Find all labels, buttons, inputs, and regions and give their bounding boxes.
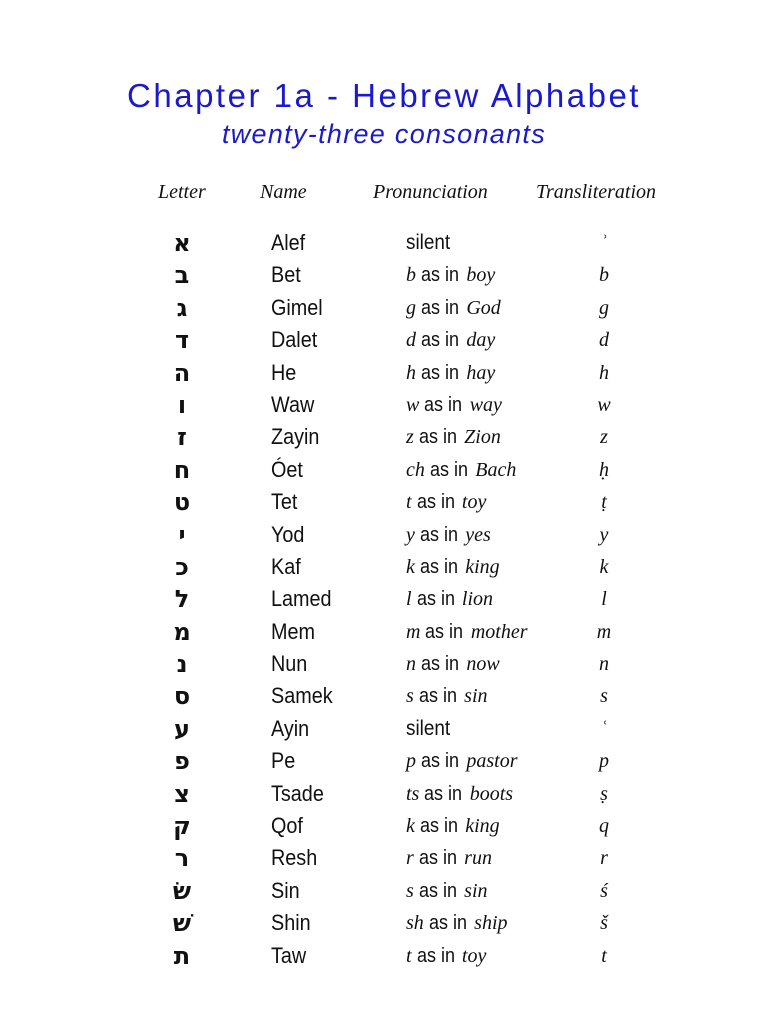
transliteration: k: [599, 555, 609, 578]
letter-name: Gimel: [271, 294, 323, 320]
pronunciation: [406, 487, 486, 519]
letter-name: Nun: [271, 651, 308, 677]
hebrew-letter: ר: [174, 844, 190, 873]
pronunciation-as-in: as in: [413, 847, 462, 870]
transliteration: w: [597, 393, 611, 416]
table-row: [0, 681, 768, 713]
hebrew-letter: ע: [174, 714, 190, 743]
pronunciation: [406, 908, 508, 940]
hebrew-letter: ת: [173, 941, 191, 970]
table-row: [0, 293, 768, 325]
transliteration: g: [599, 296, 609, 319]
column-header-letter: Letter: [158, 181, 206, 203]
transliteration: p: [599, 750, 609, 773]
pronunciation: [406, 422, 501, 454]
pronunciation-symbol: l: [406, 588, 412, 611]
pronunciation-symbol: s: [406, 879, 414, 902]
transliteration: l: [601, 588, 607, 611]
alphabet-table: [0, 228, 768, 973]
pronunciation: [406, 617, 527, 649]
hebrew-letter: י: [178, 520, 186, 549]
hebrew-letter: ח: [173, 455, 191, 484]
table-row: [0, 358, 768, 390]
pronunciation-symbol: p: [406, 750, 416, 773]
letter-name: Dalet: [271, 327, 318, 353]
table-row: [0, 617, 768, 649]
pronunciation-symbol: g: [406, 296, 416, 319]
hebrew-letter: ק: [173, 812, 191, 841]
pronunciation: [406, 681, 488, 713]
letter-name: Resh: [271, 845, 318, 871]
hebrew-letter: שׂ: [172, 876, 192, 905]
hebrew-letter: ב: [174, 261, 190, 290]
transliteration: d: [599, 329, 609, 352]
pronunciation-example-word: toy: [461, 944, 487, 967]
letter-name: Yod: [271, 521, 305, 547]
hebrew-letter: ה: [173, 358, 191, 387]
pronunciation: [406, 941, 486, 973]
pronunciation-example-word: yes: [465, 523, 491, 546]
table-row: [0, 649, 768, 681]
transliteration: z: [600, 426, 608, 449]
page-title: Chapter 1a - Hebrew Alphabet: [127, 77, 641, 114]
letter-name: Waw: [271, 391, 315, 417]
letter-name: Ayin: [271, 715, 310, 741]
pronunciation: [406, 455, 516, 487]
pronunciation: [406, 714, 455, 746]
pronunciation-example-word: toy: [461, 491, 487, 514]
pronunciation-example-word: hay: [466, 361, 496, 384]
pronunciation-as-in: as in: [416, 361, 465, 384]
hebrew-letter: ט: [173, 488, 191, 517]
letter-name: Lamed: [271, 586, 332, 612]
pronunciation-symbol: y: [406, 523, 415, 546]
pronunciation: [406, 584, 493, 616]
table-row: [0, 908, 768, 940]
pronunciation: [406, 811, 500, 843]
table-row: [0, 422, 768, 454]
pronunciation: [406, 293, 501, 325]
pronunciation-text: silent: [406, 716, 451, 740]
column-header-pronunciation: Pronunciation: [373, 181, 488, 203]
hebrew-letter: שׁ: [172, 909, 192, 938]
letter-name: Zayin: [271, 424, 320, 450]
pronunciation-as-in: as in: [416, 264, 465, 287]
hebrew-letter: פ: [174, 747, 190, 776]
hebrew-letter: ו: [177, 390, 187, 419]
column-header-name: Name: [260, 181, 307, 203]
hebrew-letter: א: [173, 229, 191, 257]
pronunciation: [406, 552, 500, 584]
hebrew-letter: ל: [174, 585, 190, 614]
transliteration: ṭ: [601, 491, 607, 514]
hebrew-letter: ז: [177, 423, 187, 452]
pronunciation-symbol: ts: [406, 782, 420, 805]
column-header-transliteration: Transliteration: [536, 181, 657, 203]
table-row: [0, 779, 768, 811]
table-row: [0, 876, 768, 908]
pronunciation: [406, 228, 455, 260]
letter-name: Kaf: [271, 553, 301, 579]
letter-name: Sin: [271, 877, 300, 903]
pronunciation-as-in: as in: [419, 782, 468, 805]
letter-name: Mem: [271, 618, 316, 644]
pronunciation-symbol: sh: [406, 912, 424, 935]
pronunciation-example-word: boy: [466, 264, 496, 287]
pronunciation-example-word: now: [466, 653, 500, 676]
table-row: [0, 520, 768, 552]
pronunciation-example-word: Zion: [464, 426, 501, 449]
pronunciation-example-word: king: [465, 555, 500, 578]
transliteration: q: [599, 815, 609, 838]
table-row: [0, 487, 768, 519]
transliteration: s: [600, 685, 608, 708]
pronunciation-symbol: b: [406, 264, 416, 287]
table-row: [0, 325, 768, 357]
transliteration: b: [599, 264, 609, 287]
table-row: [0, 584, 768, 616]
page-subtitle: twenty-three consonants: [221, 119, 547, 149]
transliteration: n: [599, 653, 609, 676]
table-row: [0, 552, 768, 584]
hebrew-letter: כ: [175, 552, 189, 581]
transliteration: ṣ: [600, 782, 608, 805]
pronunciation-as-in: as in: [413, 426, 462, 449]
hebrew-letter: צ: [174, 779, 190, 808]
pronunciation-symbol: t: [406, 491, 412, 514]
transliteration: m: [596, 620, 612, 643]
table-row: [0, 843, 768, 875]
pronunciation-example-word: mother: [470, 620, 528, 643]
pronunciation-text: silent: [406, 231, 451, 254]
pronunciation-example-word: sin: [464, 685, 488, 708]
pronunciation-example-word: Bach: [475, 458, 517, 481]
pronunciation-as-in: as in: [416, 329, 465, 352]
table-row: [0, 390, 768, 422]
pronunciation-symbol: t: [406, 944, 412, 967]
table-row: [0, 260, 768, 292]
pronunciation-as-in: as in: [424, 458, 473, 481]
hebrew-letter: מ: [173, 617, 191, 646]
pronunciation-as-in: as in: [411, 944, 460, 967]
pronunciation-example-word: king: [465, 815, 500, 838]
pronunciation-example-word: way: [469, 393, 502, 416]
pronunciation-example-word: lion: [461, 588, 494, 611]
table-row: [0, 714, 768, 746]
pronunciation: [406, 649, 500, 681]
letter-name: Samek: [271, 683, 333, 709]
pronunciation: [406, 325, 495, 357]
pronunciation-symbol: n: [406, 653, 416, 676]
pronunciation-as-in: as in: [416, 653, 465, 676]
pronunciation-as-in: as in: [423, 912, 472, 935]
letter-name: Pe: [271, 748, 296, 774]
pronunciation-symbol: w: [406, 393, 420, 416]
transliteration: h: [599, 361, 609, 384]
pronunciation-as-in: as in: [416, 296, 465, 319]
transliteration: ḥ: [599, 458, 609, 481]
pronunciation-example-word: pastor: [466, 750, 518, 773]
letter-name: Qof: [271, 813, 303, 839]
pronunciation-symbol: z: [406, 426, 414, 449]
transliteration: š: [600, 912, 608, 935]
letter-name: Tsade: [271, 780, 324, 806]
letter-name: Óet: [271, 456, 303, 482]
pronunciation: [406, 358, 495, 390]
pronunciation-symbol: r: [406, 847, 414, 870]
pronunciation-as-in: as in: [414, 815, 463, 838]
pronunciation-as-in: as in: [414, 555, 463, 578]
pronunciation: [406, 390, 502, 422]
pronunciation: [406, 260, 495, 292]
pronunciation-as-in: as in: [411, 491, 460, 514]
transliteration: y: [599, 523, 609, 546]
table-row: [0, 811, 768, 843]
pronunciation-example-word: day: [466, 329, 496, 352]
pronunciation-example-word: boots: [469, 782, 514, 805]
transliteration: t: [601, 944, 607, 967]
hebrew-letter: ס: [173, 682, 191, 711]
pronunciation-symbol: k: [406, 555, 415, 578]
pronunciation-example-word: ship: [474, 912, 508, 935]
transliteration: r: [600, 847, 608, 870]
pronunciation: [406, 520, 491, 552]
transliteration: ʾ: [600, 232, 608, 254]
table-row: [0, 941, 768, 973]
letter-name: Alef: [271, 230, 306, 255]
pronunciation-example-word: run: [464, 847, 492, 870]
pronunciation-example-word: God: [466, 296, 501, 319]
transliteration: ʿ: [600, 717, 608, 740]
letter-name: He: [271, 359, 297, 385]
letter-name: Taw: [271, 942, 307, 968]
pronunciation-as-in: as in: [413, 685, 462, 708]
pronunciation-as-in: as in: [416, 750, 465, 773]
pronunciation-as-in: as in: [419, 393, 468, 416]
pronunciation-as-in: as in: [414, 523, 463, 546]
pronunciation-symbol: d: [406, 329, 416, 352]
table-row: [0, 455, 768, 487]
pronunciation-as-in: as in: [413, 879, 462, 902]
pronunciation-example-word: sin: [464, 879, 488, 902]
table-row: [0, 228, 768, 260]
pronunciation: [406, 843, 492, 875]
pronunciation-symbol: h: [406, 361, 416, 384]
hebrew-letter: ג: [176, 293, 188, 322]
letter-name: Bet: [271, 262, 301, 288]
letter-name: Shin: [271, 910, 311, 936]
pronunciation: [406, 779, 513, 811]
hebrew-letter: נ: [176, 650, 188, 679]
pronunciation: [406, 746, 517, 778]
table-row: [0, 746, 768, 778]
pronunciation-as-in: as in: [420, 620, 469, 643]
hebrew-letter: ד: [174, 326, 190, 355]
transliteration: ś: [600, 879, 608, 902]
pronunciation: [406, 876, 488, 908]
pronunciation-symbol: ch: [406, 458, 425, 481]
pronunciation-symbol: s: [406, 685, 414, 708]
letter-name: Tet: [271, 489, 298, 515]
pronunciation-symbol: k: [406, 815, 415, 838]
pronunciation-symbol: m: [406, 620, 421, 643]
pronunciation-as-in: as in: [411, 588, 460, 611]
